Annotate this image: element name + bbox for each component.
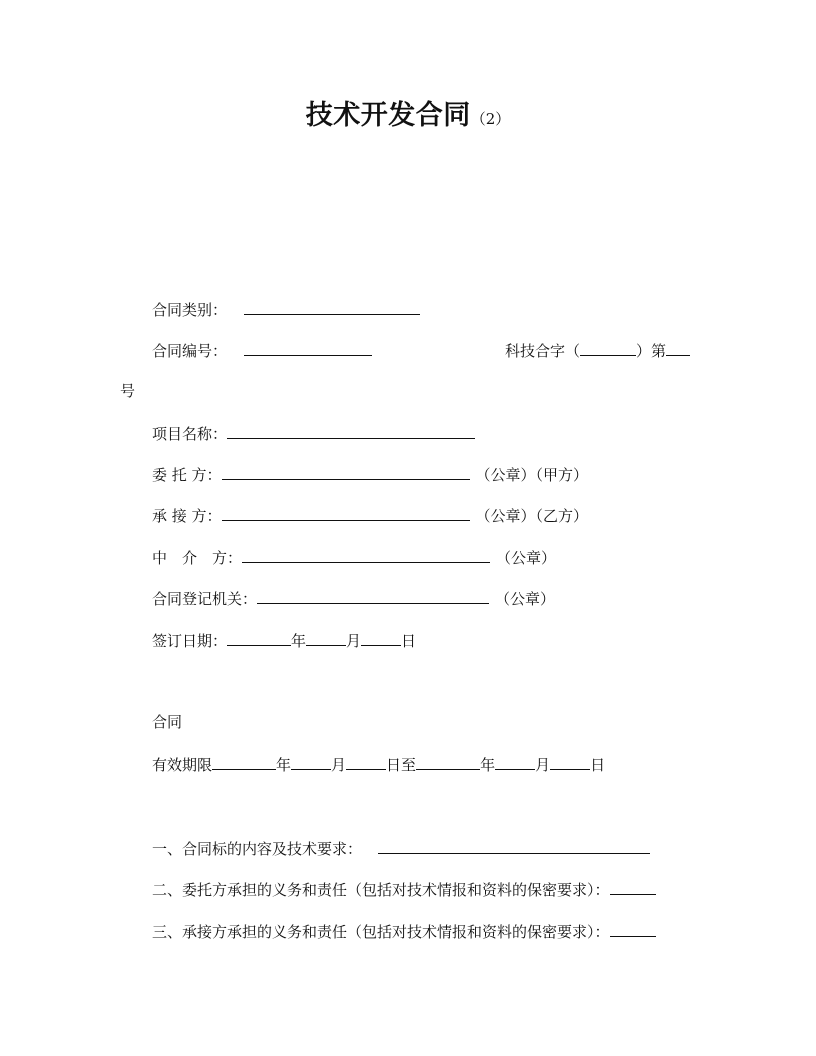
contractor-label: 承 接 方： xyxy=(152,507,222,525)
section-1-row xyxy=(152,837,650,857)
contract-type-blank[interactable] xyxy=(244,298,420,315)
contract-no-blank[interactable] xyxy=(244,339,372,356)
section-1-blank[interactable] xyxy=(378,837,650,854)
validity-row xyxy=(152,753,605,773)
hao-row xyxy=(120,381,135,401)
sign-date-row xyxy=(152,629,416,649)
validity-end-year-blank[interactable] xyxy=(416,753,480,770)
validity-start-day-blank[interactable] xyxy=(346,753,386,770)
validity-start-year-text: 年 xyxy=(276,756,292,774)
section-1-label: 一、合同标的内容及技术要求： xyxy=(152,840,363,858)
project-row xyxy=(152,422,475,442)
validity-heading-row xyxy=(152,712,182,732)
contract-no-label: 合同编号： xyxy=(152,342,228,360)
validity-end-year-text: 年 xyxy=(480,756,496,774)
client-blank[interactable] xyxy=(222,463,470,480)
section-3-label: 三、承接方承担的义务和责任（包括对技术情报和资料的保密要求）： xyxy=(152,923,610,941)
registry-label: 合同登记机关： xyxy=(152,590,258,608)
contract-no-row xyxy=(152,339,372,359)
kejihe-blank[interactable] xyxy=(580,339,636,356)
intermediary-suffix: （公章） xyxy=(496,549,557,567)
intermediary-label: 中 介 方： xyxy=(152,549,243,567)
section-3-blank[interactable] xyxy=(610,920,656,937)
contractor-suffix: （公章）（乙方） xyxy=(475,507,589,525)
sign-date-label: 签订日期： xyxy=(152,632,228,650)
sign-month-blank[interactable] xyxy=(306,629,346,646)
registry-blank[interactable] xyxy=(257,587,489,604)
intermediary-row xyxy=(152,546,556,566)
validity-heading: 合同 xyxy=(152,713,183,731)
validity-start-month-blank[interactable] xyxy=(291,753,331,770)
kejihe-no-blank[interactable] xyxy=(666,339,690,356)
section-2-label: 二、委托方承担的义务和责任（包括对技术情报和资料的保密要求）： xyxy=(152,881,610,899)
contract-type-label: 合同类别： xyxy=(152,301,228,319)
intermediary-blank[interactable] xyxy=(242,546,490,563)
validity-to-text: 日至 xyxy=(386,756,417,774)
section-2-blank[interactable] xyxy=(610,878,656,895)
project-label: 项目名称： xyxy=(152,425,228,443)
contractor-row xyxy=(152,504,588,524)
sign-day-blank[interactable] xyxy=(361,629,401,646)
section-2-row xyxy=(152,878,656,898)
title-sub: （2） xyxy=(470,110,511,128)
sign-day-text: 日 xyxy=(401,632,417,650)
validity-end-month-blank[interactable] xyxy=(495,753,535,770)
kejihe-row xyxy=(505,339,690,359)
validity-end-month-text: 月 xyxy=(535,756,551,774)
sign-year-text: 年 xyxy=(291,632,307,650)
registry-suffix: （公章） xyxy=(495,590,556,608)
client-label: 委 托 方： xyxy=(152,466,222,484)
validity-end-day-text: 日 xyxy=(590,756,606,774)
client-suffix: （公章）（甲方） xyxy=(475,466,589,484)
kejihe-close: ）第 xyxy=(636,342,667,360)
section-3-row xyxy=(152,920,656,940)
validity-start-month-text: 月 xyxy=(331,756,347,774)
validity-end-day-blank[interactable] xyxy=(550,753,590,770)
project-blank[interactable] xyxy=(227,422,475,439)
document-title xyxy=(0,96,816,139)
contract-type-row xyxy=(152,298,420,318)
registry-row xyxy=(152,587,555,607)
client-row xyxy=(152,463,588,483)
sign-year-blank[interactable] xyxy=(227,629,291,646)
hao-text: 号 xyxy=(120,382,136,400)
kejihe-label: 科技合字（ xyxy=(505,342,581,360)
contractor-blank[interactable] xyxy=(222,504,470,521)
sign-month-text: 月 xyxy=(346,632,362,650)
title-main: 技术开发合同 xyxy=(305,100,471,131)
validity-label: 有效期限 xyxy=(152,756,213,774)
validity-start-year-blank[interactable] xyxy=(212,753,276,770)
